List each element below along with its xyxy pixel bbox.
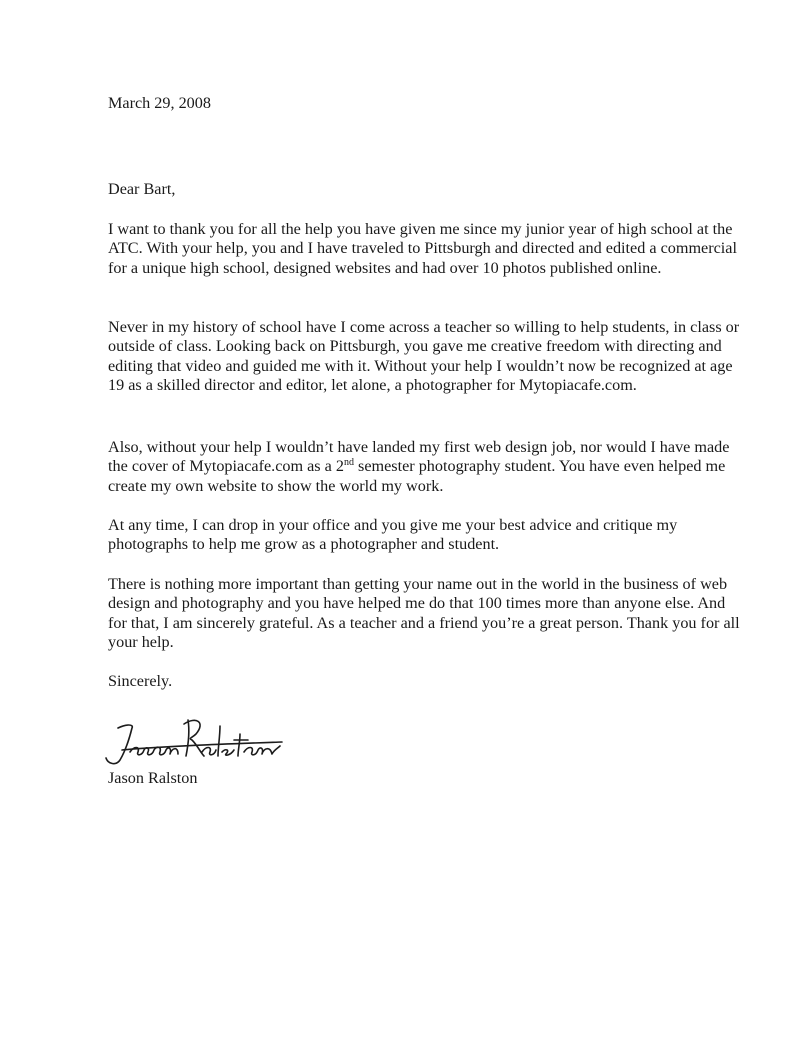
ordinal-superscript: nd xyxy=(343,457,354,469)
letter-date: March 29, 2008 xyxy=(108,94,211,112)
paragraph-gratitude: There is nothing more important than getting your name out in the world in the business of web design and photography and you have helped me do that 100 times more than anyone else. And for that, I am sincerely grateful. As a teacher and a friend you’re a great person. Thank you for all your help. xyxy=(108,575,740,652)
closing: Sincerely. xyxy=(108,672,173,690)
paragraph-thanks: I want to thank you for all the help you have given me since my junior year of high school at the ATC. With your help, you and I have traveled to Pittsburgh and directed and edited a commercial for a unique high school, designed websites and had over 10 photos published online. xyxy=(108,220,737,277)
paragraph-web-design xyxy=(108,438,748,496)
paragraph-web-design-part1: Also, without your help I wouldn’t have landed my first web design job, nor would I have made the cover of Mytopiacafe.com as a 2 xyxy=(108,438,730,476)
signer-name: Jason Ralston xyxy=(108,769,198,787)
paragraph-advice: At any time, I can drop in your office and you give me your best advice and critique my photographs to help me grow as a photographer and student. xyxy=(108,516,678,554)
salutation: Dear Bart, xyxy=(108,180,176,198)
paragraph-teacher: Never in my history of school have I come across a teacher so willing to help students, in class or outside of class. Looking back on Pittsburgh, you gave me creative freedom with directing and editing that video and guided me with it. Without your help I wouldn’t now be recognized at age 19 as a skilled director and editor, let alone, a photographer for Mytopiacafe.com. xyxy=(108,318,740,395)
handwritten-signature xyxy=(96,706,286,772)
paragraph-web-design-part2: semester photography student. You have even helped me create my own website to show the world my work. xyxy=(108,457,726,495)
